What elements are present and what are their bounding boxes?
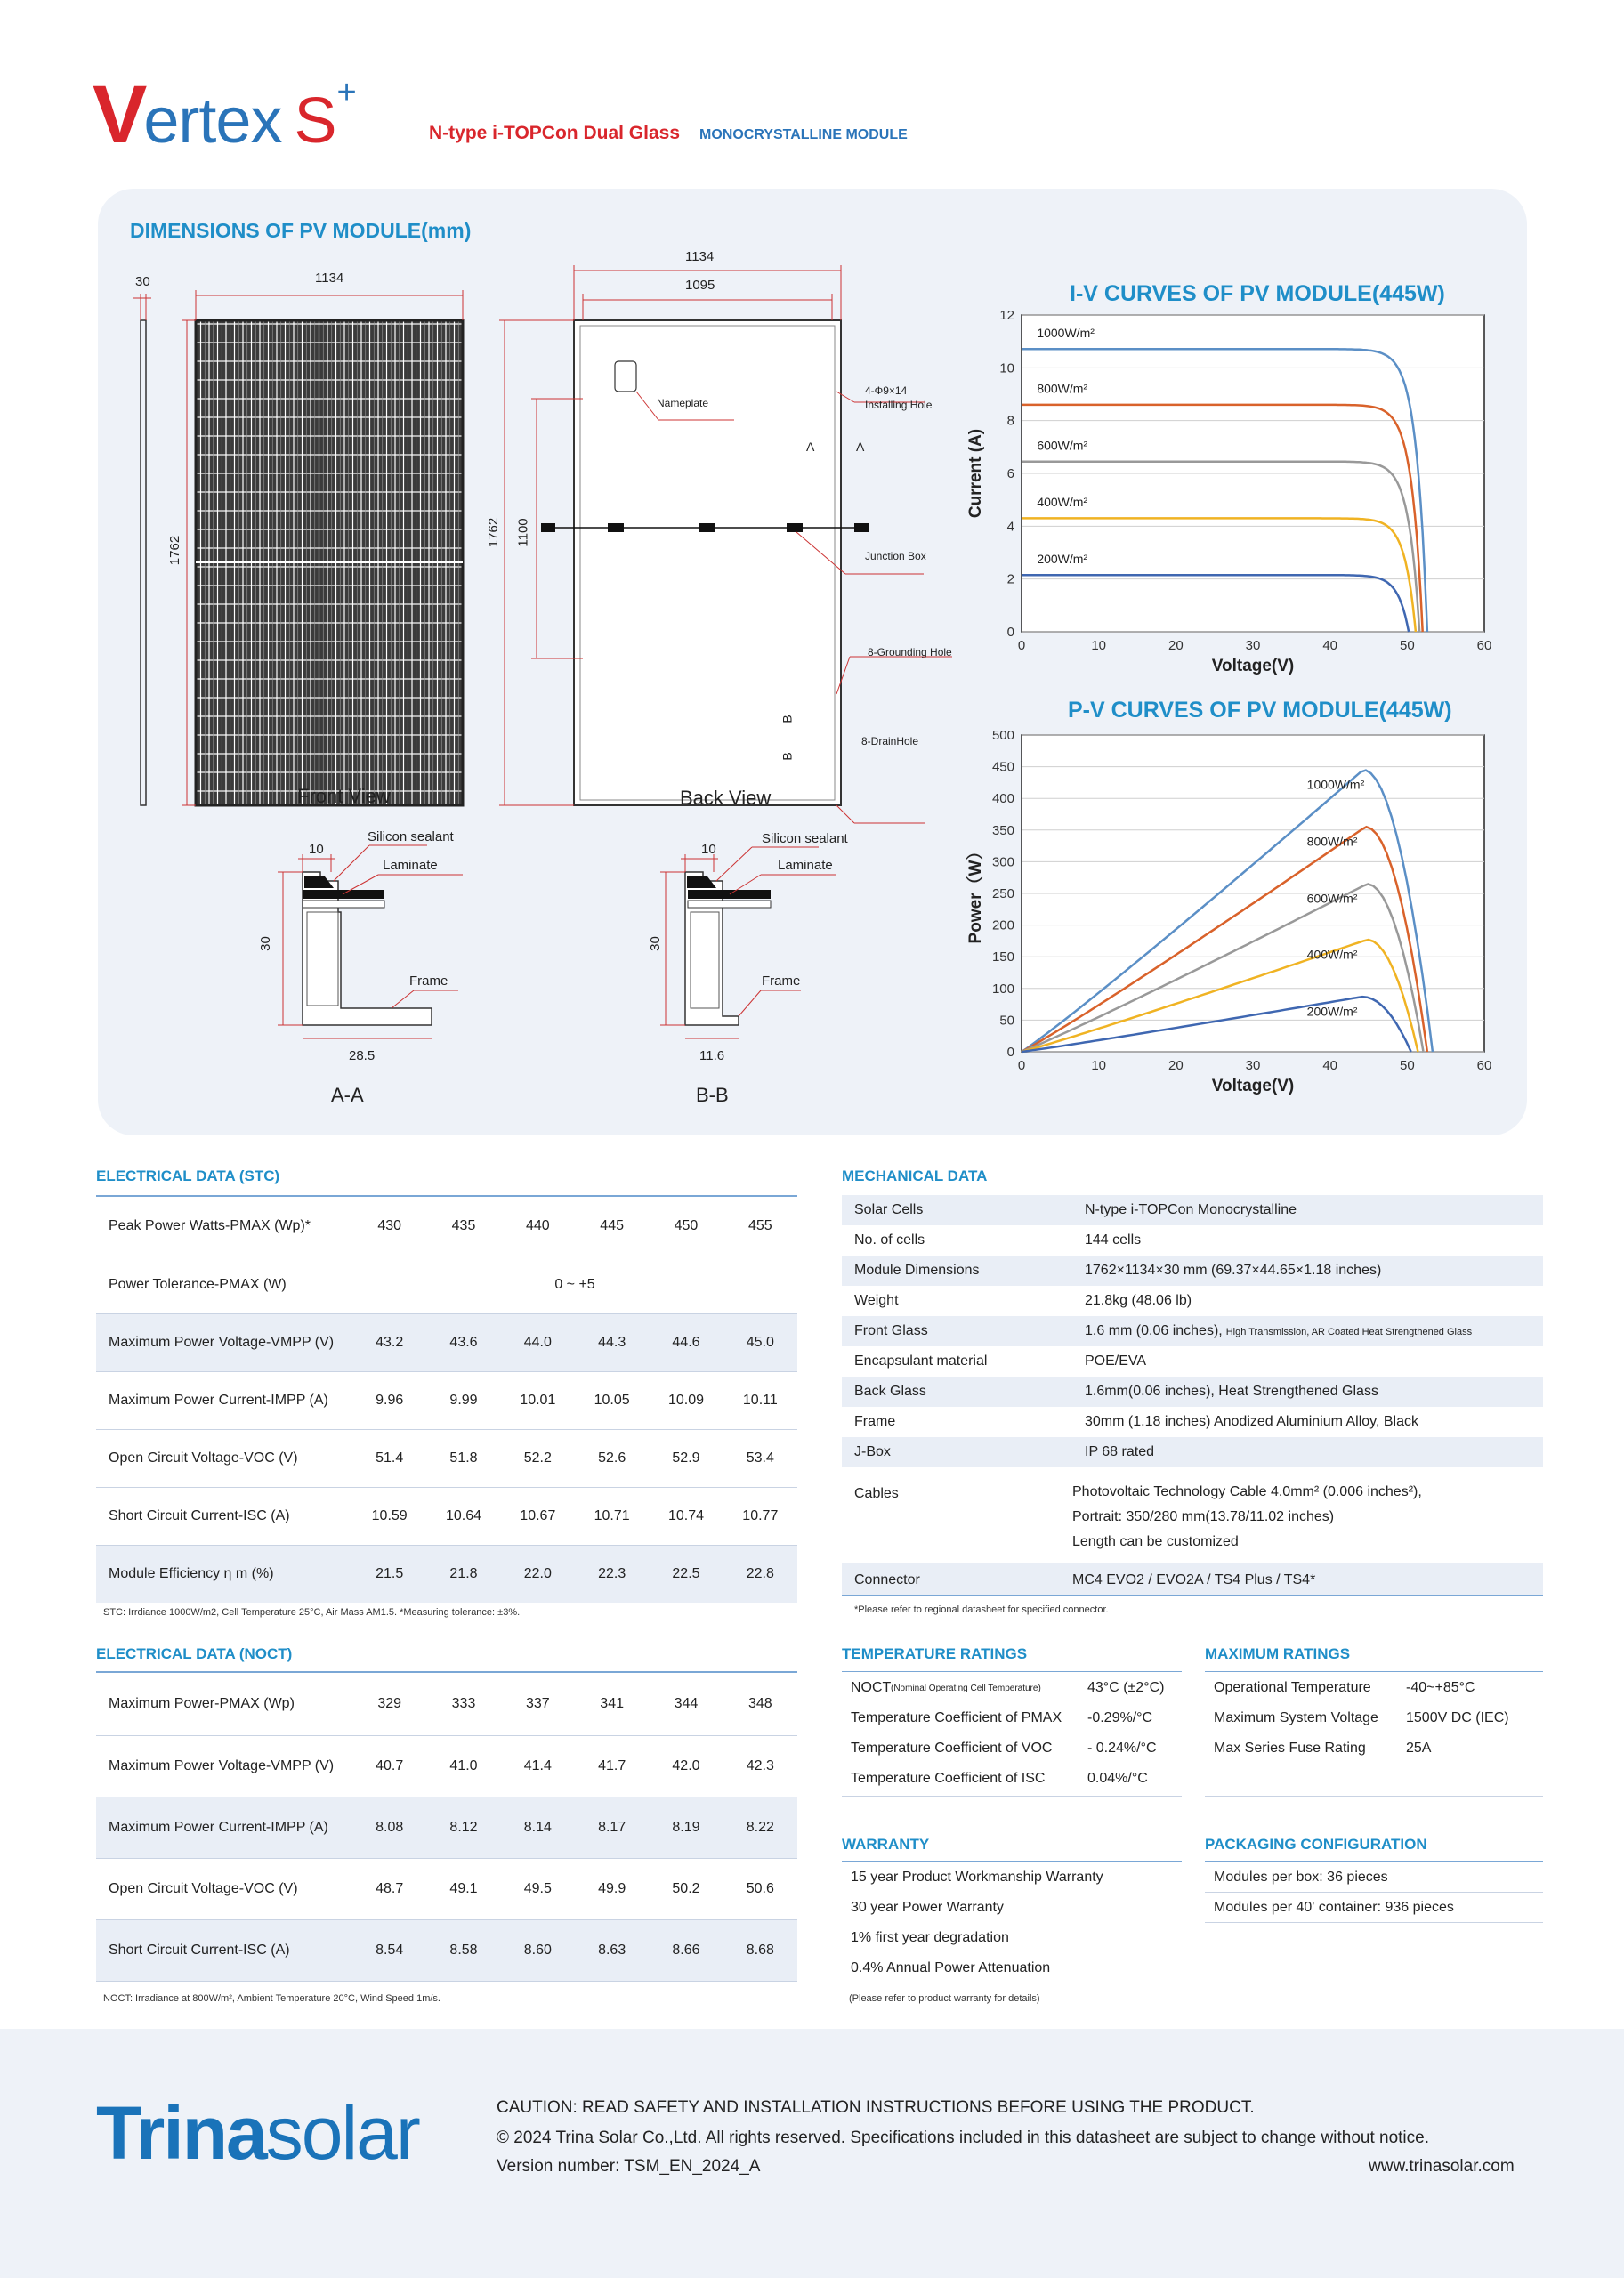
table-cell: 52.2 <box>523 1450 552 1466</box>
table-cell: 52.9 <box>672 1450 700 1466</box>
table-cell: 10.71 <box>594 1507 630 1523</box>
footer-website[interactable]: www.trinasolar.com <box>1369 2157 1515 2176</box>
dim-back-mount: 1100 <box>515 518 531 547</box>
table-cell: 10.74 <box>667 1507 704 1523</box>
y-tick-label: 0 <box>1006 1045 1014 1060</box>
series-label: 800W/m² <box>1306 834 1358 849</box>
x-tick-label: 10 <box>1091 1058 1107 1073</box>
x-tick-label: 40 <box>1322 1058 1338 1073</box>
table-cell: 8.54 <box>352 1919 426 1981</box>
label-junction-box: Junction Box <box>865 550 926 562</box>
dimensions-title: DIMENSIONS OF PV MODULE(mm) <box>130 219 472 242</box>
table-row <box>96 1674 797 1735</box>
label-b-left: B <box>780 752 795 761</box>
table-cell: 435 <box>451 1218 476 1234</box>
series-label: 200W/m² <box>1306 1004 1358 1019</box>
series-label: 400W/m² <box>1306 947 1358 962</box>
packaging-list <box>1205 1862 1543 1923</box>
cables-line-1: Photovoltaic Technology Cable 4.0mm² (0.006 inches²), <box>1072 1484 1422 1499</box>
y-tick-label: 200 <box>991 917 1014 933</box>
table-cell: 50.6 <box>746 1880 774 1896</box>
pv-chart-title: P-V CURVES OF PV MODULE(445W) <box>1068 698 1452 723</box>
table-cell: 49.5 <box>523 1880 552 1896</box>
x-tick-label: 40 <box>1322 638 1338 653</box>
table-cell: 49.1 <box>449 1880 478 1896</box>
row-label: Short Circuit Current-ISC (A) <box>109 1507 290 1523</box>
warranty-list <box>842 1862 1182 1983</box>
label-installing-2: Installing Hole <box>865 399 933 411</box>
y-tick-label: 50 <box>999 1013 1014 1029</box>
list-item: 1% first year degradation <box>851 1930 1009 1945</box>
y-tick-label: 150 <box>991 949 1014 965</box>
aa-silicon: Silicon sealant <box>368 829 454 844</box>
row-value <box>1072 1316 1543 1346</box>
aa-dim-285: 28.5 <box>349 1048 376 1063</box>
series-label: 800W/m² <box>1037 381 1088 396</box>
dim-30: 30 <box>135 274 150 289</box>
dim-back-outer: 1134 <box>685 249 715 264</box>
list-item <box>1205 1673 1543 1703</box>
aa-frame: Frame <box>409 973 448 989</box>
item-label: Maximum System Voltage <box>1214 1710 1378 1725</box>
x-tick-label: 60 <box>1476 1058 1492 1073</box>
table-row <box>96 1256 797 1313</box>
table-cell: 8.66 <box>649 1919 723 1981</box>
value-text: 1.6mm(0.06 inches), Heat Strengthened Glass <box>1085 1384 1378 1399</box>
series-label: 1000W/m² <box>1037 325 1095 340</box>
module-drawings <box>125 249 979 1121</box>
item-label: Max Series Fuse Rating <box>1214 1741 1366 1756</box>
packaging-title: PACKAGING CONFIGURATION <box>1205 1836 1427 1853</box>
logo-ertex: ertex <box>143 85 282 157</box>
series-label: 600W/m² <box>1037 438 1088 453</box>
item-label: Temperature Coefficient of PMAX <box>851 1710 1062 1725</box>
table-cell: 10.64 <box>445 1507 482 1523</box>
logo-s: S <box>294 85 337 157</box>
table-cell: 45.0 <box>723 1313 797 1371</box>
item-value: 43°C (±2°C) <box>1087 1680 1165 1695</box>
stc-rule <box>96 1195 797 1197</box>
table-cell: 41.0 <box>449 1757 478 1773</box>
stc-table <box>96 1198 797 1603</box>
table-row <box>842 1286 1543 1316</box>
row-label: Maximum Power Voltage-VMPP (V) <box>109 1757 335 1773</box>
bb-laminate: Laminate <box>778 858 833 873</box>
table-row <box>96 1545 797 1603</box>
list-item: Modules per 40' container: 936 pieces <box>1205 1893 1543 1923</box>
iv-chart <box>961 303 1495 685</box>
y-tick-label: 450 <box>991 759 1014 775</box>
noct-rule <box>96 1671 797 1673</box>
row-label: Module Dimensions <box>842 1256 1072 1286</box>
label-installing-1: 4-Φ9×14 <box>865 384 908 397</box>
stc-title: ELECTRICAL DATA (STC) <box>96 1167 280 1184</box>
value-note: High Transmission, AR Coated Heat Strengthened Glass <box>1225 1327 1473 1337</box>
row-label: Maximum Power Voltage-VMPP (V) <box>96 1313 352 1371</box>
row-label: Encapsulant material <box>854 1353 988 1369</box>
table-cell: 9.99 <box>449 1392 478 1408</box>
table-cell: 341 <box>600 1696 624 1712</box>
table-cell: 450 <box>674 1218 699 1234</box>
footer-copyright: © 2024 Trina Solar Co.,Ltd. All rights reserved. Specifications included in this datasheet are subject to change without notice. <box>497 2129 1429 2147</box>
stc-footnote: STC: Irrdiance 1000W/m2, Cell Temperature 25°C, Air Mass AM1.5. *Measuring tolerance: ±3%. <box>103 1607 521 1618</box>
y-tick-label: 12 <box>999 308 1014 323</box>
table-cell: 49.9 <box>598 1880 626 1896</box>
y-tick-label: 0 <box>1006 625 1014 640</box>
row-value <box>1072 1195 1543 1225</box>
back-module <box>574 320 841 805</box>
front-view-label: Front View <box>297 785 391 807</box>
vertex-logo <box>93 69 357 160</box>
connector-label: Connector <box>854 1572 920 1587</box>
table-cell: 44.0 <box>501 1313 575 1371</box>
x-tick-label: 10 <box>1091 638 1107 653</box>
y-tick-label: 100 <box>991 981 1014 997</box>
y-axis-label: Power（W） <box>966 843 985 944</box>
x-axis-label: Voltage(V) <box>1211 1077 1295 1095</box>
table-cell: 8.17 <box>575 1797 649 1858</box>
row-label: No. of cells <box>854 1232 925 1248</box>
y-tick-label: 400 <box>991 791 1014 807</box>
cables-line-2: Portrait: 350/280 mm(13.78/11.02 inches) <box>1072 1509 1335 1524</box>
y-tick-label: 500 <box>991 728 1014 743</box>
table-cell: 22.0 <box>501 1545 575 1603</box>
section-aa <box>278 845 463 1038</box>
value-text: 21.8kg (48.06 lb) <box>1085 1293 1192 1308</box>
x-tick-label: 30 <box>1245 1058 1261 1073</box>
table-cell: 445 <box>600 1218 624 1234</box>
bb-dim-10: 10 <box>701 842 716 857</box>
row-value <box>1072 1286 1543 1316</box>
table-cell: 48.7 <box>376 1880 404 1896</box>
label-a-right: A <box>856 440 865 454</box>
row-label: Peak Power Watts-PMAX (Wp)* <box>109 1218 311 1234</box>
item-label: Operational Temperature <box>1214 1680 1371 1695</box>
row-label: Front Glass <box>842 1316 1072 1346</box>
value-text: 30mm (1.18 inches) Anodized Aluminium Alloy, Black <box>1085 1414 1418 1429</box>
back-view-label: Back View <box>680 787 772 809</box>
table-cell: 0 ~ +5 <box>554 1276 595 1292</box>
table-cell: 41.4 <box>523 1757 552 1773</box>
item-value: -40~+85°C <box>1406 1680 1475 1695</box>
temperature-title: TEMPERATURE RATINGS <box>842 1645 1028 1662</box>
table-cell: 8.22 <box>723 1797 797 1858</box>
table-cell: 8.58 <box>426 1919 500 1981</box>
table-row <box>96 1797 797 1858</box>
logo-v: V <box>93 69 144 160</box>
noct-title: ELECTRICAL DATA (NOCT) <box>96 1645 293 1662</box>
table-cell: 42.0 <box>672 1757 700 1773</box>
row-label: Module Efficiency η m (%) <box>96 1545 352 1603</box>
y-tick-label: 2 <box>1006 571 1014 587</box>
table-cell: 43.2 <box>352 1313 426 1371</box>
list-item <box>1205 1703 1543 1733</box>
table-cell: 8.19 <box>649 1797 723 1858</box>
table-row <box>96 1919 797 1981</box>
section-bb <box>660 847 836 1038</box>
x-tick-label: 50 <box>1399 1058 1415 1073</box>
value-text: N-type i-TOPCon Monocrystalline <box>1085 1202 1297 1217</box>
aa-dim-30: 30 <box>257 936 273 951</box>
table-cell: 10.77 <box>742 1507 779 1523</box>
item-value: 0.04%/°C <box>1087 1771 1148 1786</box>
label-drain-hole: 8-DrainHole <box>861 735 919 747</box>
table-cell: 8.14 <box>501 1797 575 1858</box>
table-row <box>96 1858 797 1919</box>
connector-row <box>842 1563 1543 1596</box>
y-axis-label: Current (A) <box>966 428 985 519</box>
x-tick-label: 50 <box>1399 638 1415 653</box>
x-tick-label: 20 <box>1168 1058 1184 1073</box>
list-item <box>1205 1733 1543 1764</box>
cables-label: Cables <box>854 1486 899 1501</box>
y-tick-label: 6 <box>1006 466 1014 481</box>
temperature-list <box>842 1673 1182 1794</box>
table-cell: 8.08 <box>352 1797 426 1858</box>
table-cell: 329 <box>377 1696 402 1712</box>
side-profile <box>141 320 146 805</box>
value-text: POE/EVA <box>1085 1353 1147 1369</box>
bb-dim-116: 11.6 <box>699 1048 725 1063</box>
aa-dim-10: 10 <box>309 842 324 857</box>
table-cell: 10.09 <box>667 1392 704 1408</box>
table-cell: 430 <box>377 1218 402 1234</box>
row-label: J-Box <box>842 1437 1072 1467</box>
table-cell: 8.60 <box>501 1919 575 1981</box>
warranty-footnote: (Please refer to product warranty for details) <box>849 1993 1040 2004</box>
bb-dim-30: 30 <box>647 936 663 951</box>
table-row <box>842 1377 1543 1407</box>
table-cell: 10.01 <box>520 1392 556 1408</box>
row-value <box>1072 1437 1543 1467</box>
table-row <box>842 1225 1543 1256</box>
series-label: 600W/m² <box>1306 891 1358 906</box>
row-label: Power Tolerance-PMAX (W) <box>109 1276 287 1292</box>
maximum-end-rule <box>1205 1796 1543 1797</box>
junction-box-right <box>787 523 803 532</box>
item-value: 1500V DC (IEC) <box>1406 1710 1509 1725</box>
row-label: Maximum Power Current-IMPP (A) <box>96 1797 352 1858</box>
x-axis-label: Voltage(V) <box>1211 657 1295 675</box>
table-cell: 40.7 <box>376 1757 404 1773</box>
subtitle-mono: MONOCRYSTALLINE MODULE <box>699 127 908 142</box>
label-grounding-hole: 8-Grounding Hole <box>868 646 952 658</box>
item-value: 25A <box>1406 1741 1432 1756</box>
series-label: 400W/m² <box>1037 495 1088 510</box>
row-value <box>1072 1407 1543 1437</box>
item-note: (Nominal Operating Cell Temperature) <box>891 1684 1041 1693</box>
table-cell: 333 <box>451 1696 476 1712</box>
table-cell: 10.05 <box>594 1392 630 1408</box>
row-label: Back Glass <box>842 1377 1072 1407</box>
table-cell: 8.63 <box>575 1919 649 1981</box>
table-cell: 50.2 <box>672 1880 700 1896</box>
subtitle-ntype: N-type i-TOPCon Dual Glass <box>429 123 680 143</box>
y-tick-label: 4 <box>1006 519 1014 535</box>
table-row <box>842 1195 1543 1225</box>
list-item: Modules per box: 36 pieces <box>1205 1862 1543 1893</box>
temperature-rule <box>842 1671 1182 1672</box>
item-value: - 0.24%/°C <box>1087 1741 1157 1756</box>
table-row <box>842 1437 1543 1467</box>
row-label: Short Circuit Current-ISC (A) <box>96 1919 352 1981</box>
row-label: Maximum Power-PMAX (Wp) <box>109 1696 295 1712</box>
table-row <box>842 1346 1543 1377</box>
label-b-right: B <box>780 715 795 723</box>
table-cell: 51.8 <box>449 1450 478 1466</box>
row-label: Maximum Power Current-IMPP (A) <box>109 1392 328 1408</box>
dim-back-inner: 1095 <box>685 278 715 293</box>
maximum-list <box>1205 1673 1543 1764</box>
item-label: Temperature Coefficient of ISC <box>851 1771 1046 1786</box>
table-cell: 22.3 <box>575 1545 649 1603</box>
table-cell: 8.68 <box>723 1919 797 1981</box>
dim-back-height: 1762 <box>486 517 502 548</box>
table-cell: 41.7 <box>598 1757 626 1773</box>
series-label: 200W/m² <box>1037 551 1088 566</box>
x-tick-label: 20 <box>1168 638 1184 653</box>
maximum-title: MAXIMUM RATINGS <box>1205 1645 1351 1662</box>
row-value <box>1072 1377 1543 1407</box>
packaging-rule <box>1205 1861 1543 1862</box>
table-row <box>96 1313 797 1371</box>
label-nameplate: Nameplate <box>657 397 709 409</box>
item-label: NOCT <box>851 1680 892 1695</box>
row-value <box>1072 1225 1543 1256</box>
series-label: 1000W/m² <box>1306 777 1365 792</box>
row-value <box>1072 1346 1543 1377</box>
table-cell: 53.4 <box>746 1450 774 1466</box>
row-label: Open Circuit Voltage-VOC (V) <box>109 1450 298 1466</box>
junction-box-left <box>699 523 715 532</box>
table-row <box>96 1429 797 1487</box>
warranty-rule <box>842 1861 1182 1862</box>
noct-footnote: NOCT: Irradiance at 800W/m², Ambient Temperature 20°C, Wind Speed 1m/s. <box>103 1993 440 2004</box>
iv-chart-title: I-V CURVES OF PV MODULE(445W) <box>1070 281 1445 306</box>
logo-plus: + <box>336 74 357 111</box>
mechanical-table <box>842 1195 1543 1467</box>
row-label: Frame <box>854 1414 896 1429</box>
bb-frame: Frame <box>762 973 801 989</box>
y-tick-label: 250 <box>991 886 1014 901</box>
table-cell: 22.5 <box>649 1545 723 1603</box>
label-a-left: A <box>806 440 815 454</box>
logo-trina: Trina <box>96 2091 266 2175</box>
noct-table <box>96 1674 797 1982</box>
list-item <box>842 1733 1182 1764</box>
value-text: 144 cells <box>1085 1232 1142 1248</box>
table-cell: 21.5 <box>352 1545 426 1603</box>
item-value: -0.29%/°C <box>1087 1710 1153 1725</box>
mechanical-footnote: *Please refer to regional datasheet for specified connector. <box>854 1604 1109 1615</box>
row-label: Solar Cells <box>842 1195 1072 1225</box>
maximum-rule <box>1205 1671 1543 1672</box>
list-item <box>842 1764 1182 1794</box>
table-cell: 8.12 <box>426 1797 500 1858</box>
section-bb-label: B-B <box>696 1084 729 1106</box>
table-cell: 440 <box>525 1218 550 1234</box>
trinasolar-logo <box>96 2093 419 2173</box>
dim-front-width: 1134 <box>315 271 344 286</box>
list-item <box>842 1673 1182 1703</box>
y-tick-label: 8 <box>1006 413 1014 429</box>
list-item <box>842 1703 1182 1733</box>
cables-line-3: Length can be customized <box>1072 1534 1239 1549</box>
table-cell: 51.4 <box>376 1450 404 1466</box>
table-cell: 43.6 <box>426 1313 500 1371</box>
table-row <box>842 1316 1543 1346</box>
footer-caution: CAUTION: READ SAFETY AND INSTALLATION INSTRUCTIONS BEFORE USING THE PRODUCT. <box>497 2098 1255 2117</box>
x-tick-label: 30 <box>1245 638 1261 653</box>
table-row <box>96 1487 797 1545</box>
section-aa-label: A-A <box>331 1084 364 1106</box>
table-cell: 21.8 <box>426 1545 500 1603</box>
row-label: Weight <box>854 1293 899 1308</box>
warranty-title: WARRANTY <box>842 1836 930 1853</box>
footer-version: Version number: TSM_EN_2024_A <box>497 2157 761 2176</box>
list-item: 0.4% Annual Power Attenuation <box>851 1960 1051 1975</box>
table-cell: 10.67 <box>520 1507 556 1523</box>
table-cell: 52.6 <box>598 1450 626 1466</box>
logo-solar: solar <box>265 2091 419 2175</box>
pv-chart <box>961 723 1495 1105</box>
list-item: 15 year Product Workmanship Warranty <box>851 1870 1103 1885</box>
x-tick-label: 60 <box>1476 638 1492 653</box>
y-tick-label: 350 <box>991 822 1014 838</box>
aa-laminate: Laminate <box>383 858 438 873</box>
temperature-end-rule <box>842 1796 1182 1797</box>
x-tick-label: 0 <box>1017 1058 1026 1073</box>
connector-value: MC4 EVO2 / EVO2A / TS4 Plus / TS4* <box>1072 1572 1316 1587</box>
table-cell: 9.96 <box>376 1392 404 1408</box>
y-tick-label: 10 <box>999 360 1014 376</box>
value-text: 1.6 mm (0.06 inches), <box>1085 1323 1223 1338</box>
table-cell: 455 <box>747 1218 772 1234</box>
table-cell: 42.3 <box>746 1757 774 1773</box>
table-row <box>96 1371 797 1429</box>
table-cell: 337 <box>525 1696 550 1712</box>
table-row <box>96 1735 797 1797</box>
bb-silicon: Silicon sealant <box>762 831 848 846</box>
table-cell: 44.3 <box>575 1313 649 1371</box>
row-label: Open Circuit Voltage-VOC (V) <box>109 1880 298 1896</box>
table-row <box>96 1198 797 1256</box>
dim-front-height: 1762 <box>167 535 183 566</box>
mechanical-title: MECHANICAL DATA <box>842 1167 988 1184</box>
x-tick-label: 0 <box>1017 638 1026 653</box>
table-cell: 22.8 <box>723 1545 797 1603</box>
value-text: 1762×1134×30 mm (69.37×44.65×1.18 inches) <box>1085 1263 1382 1278</box>
list-item: 30 year Power Warranty <box>851 1900 1004 1915</box>
value-text: IP 68 rated <box>1085 1444 1154 1459</box>
table-row <box>842 1407 1543 1437</box>
table-cell: 344 <box>674 1696 699 1712</box>
y-tick-label: 300 <box>991 854 1014 870</box>
item-label: Temperature Coefficient of VOC <box>851 1741 1053 1756</box>
table-cell: 10.11 <box>742 1392 778 1408</box>
table-cell: 348 <box>747 1696 772 1712</box>
table-cell: 10.59 <box>371 1507 408 1523</box>
table-cell: 44.6 <box>649 1313 723 1371</box>
row-value <box>1072 1256 1543 1286</box>
table-row <box>842 1256 1543 1286</box>
